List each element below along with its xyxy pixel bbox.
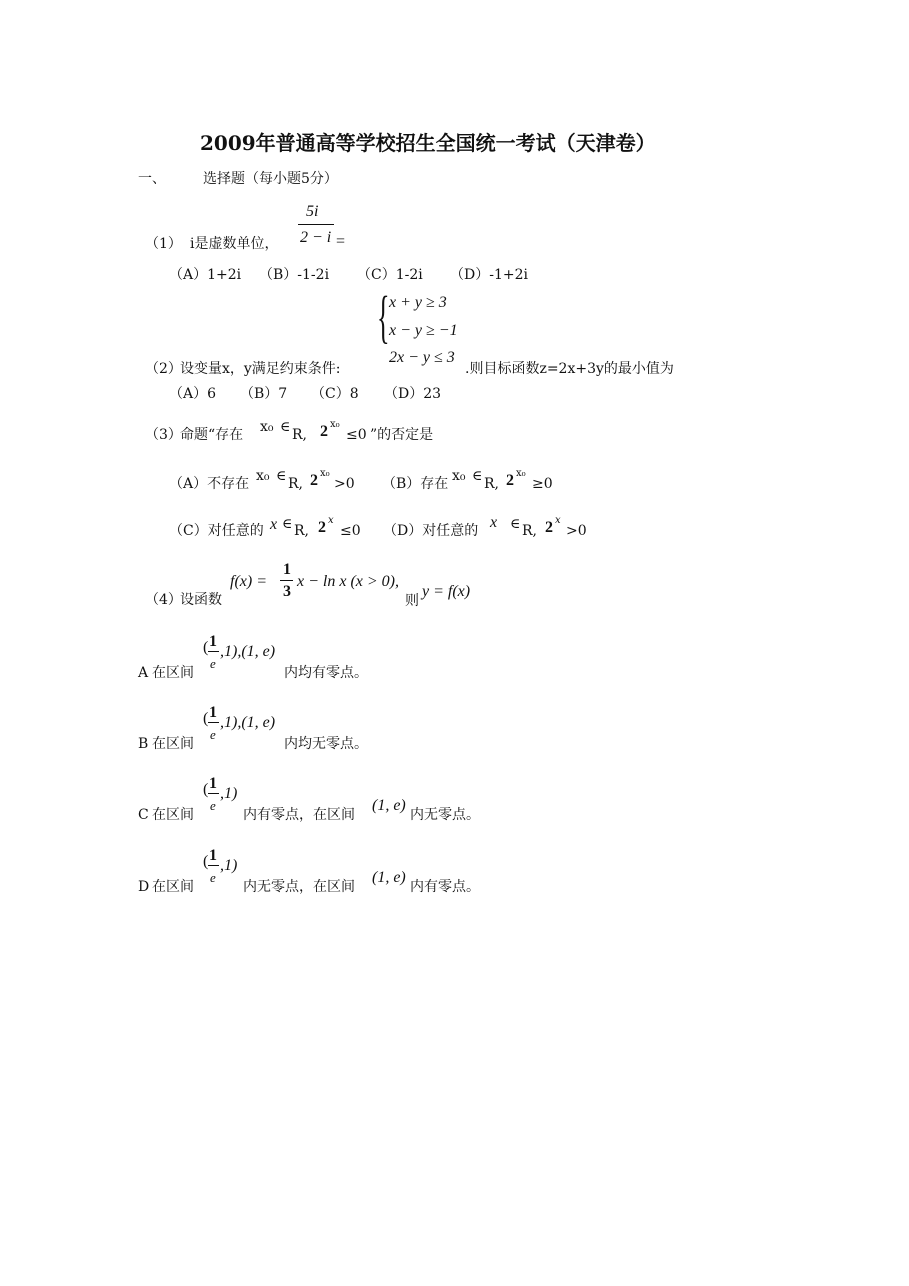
set-r: R, <box>292 427 307 443</box>
option-d-label: （D）对任意的 <box>383 523 479 539</box>
question-text-b: ”的否定是 <box>370 427 434 443</box>
function-fraction-numerator: 1 <box>283 561 291 578</box>
open-paren: ( <box>203 781 209 798</box>
fraction-bar <box>280 580 293 581</box>
var-x0: x₀ <box>260 419 274 435</box>
option-b-label: （B）存在 <box>382 476 449 492</box>
interval: ,1) <box>220 785 238 802</box>
var-x: x <box>270 516 278 533</box>
fraction-bar <box>208 722 219 723</box>
element-of-symbol: ∈ <box>472 468 483 484</box>
choice-pre: 在区间 <box>152 879 194 895</box>
element-of-symbol: ∈ <box>510 516 521 532</box>
question-number: （1） <box>145 236 182 252</box>
question-text: i是虚数单位， <box>190 236 279 252</box>
var-x0: x₀ <box>256 468 270 484</box>
power-base: 2 <box>310 472 318 489</box>
power-base: 2 <box>506 472 514 489</box>
open-paren: ( <box>203 710 209 727</box>
set-r: R, <box>288 476 303 492</box>
element-of-symbol: ∈ <box>280 419 291 435</box>
option-a: （A）6 <box>169 386 217 402</box>
fraction-bar <box>208 865 219 866</box>
interval: ,1),(1, e) <box>220 714 276 731</box>
open-paren: ( <box>203 853 209 870</box>
element-of-symbol: ∈ <box>282 516 293 532</box>
choice-mid: 内有零点，在区间 <box>243 807 355 823</box>
option-a: （A）1+2i <box>169 267 242 283</box>
fraction-bar <box>208 651 219 652</box>
fraction-numerator: 1 <box>209 775 217 792</box>
y-equals-f: y = f(x) <box>422 583 471 600</box>
constraint-3: 2x − y ≤ 3 <box>389 349 455 366</box>
choice-post: 内均有零点。 <box>284 665 368 681</box>
option-d: （D）23 <box>384 386 442 402</box>
set-r: R, <box>522 523 537 539</box>
choice-mid: 内无零点，在区间 <box>243 879 355 895</box>
left-brace: { <box>377 284 390 349</box>
interval-2: (1, e) <box>372 797 406 814</box>
fraction-denominator: e <box>210 727 216 742</box>
interval: ,1),(1, e) <box>220 643 276 660</box>
option-c: （C）8 <box>311 386 359 402</box>
option-b: （B）7 <box>240 386 288 402</box>
interval-2: (1, e) <box>372 869 406 886</box>
option-c-rel: ≤0 <box>340 523 361 539</box>
function-fraction-denominator: 3 <box>283 583 291 600</box>
set-r: R, <box>294 523 309 539</box>
power-base: 2 <box>318 519 326 536</box>
power-exponent: x <box>328 515 334 526</box>
choice-post: 内均无零点。 <box>284 736 368 752</box>
function-lhs: f(x) = <box>230 573 267 590</box>
fraction-bar <box>208 793 219 794</box>
choice-post: 内无零点。 <box>410 807 480 823</box>
question-text: 设变量x，y满足约束条件: <box>180 361 341 377</box>
question-text-a: 命题“存在 <box>180 427 244 443</box>
power-base: 2 <box>545 519 553 536</box>
power-exponent: x₀ <box>516 468 526 479</box>
section-number: 一、 <box>138 171 166 187</box>
power-exponent: x₀ <box>320 468 330 479</box>
open-paren: ( <box>203 639 209 656</box>
power-exponent: x <box>555 515 561 526</box>
le-zero: ≤0 <box>346 427 367 443</box>
interval: ,1) <box>220 857 238 874</box>
option-c: （C）1-2i <box>357 267 423 283</box>
choice-pre: 在区间 <box>152 665 194 681</box>
option-d: （D）-1+2i <box>450 267 528 283</box>
choice-pre: 在区间 <box>152 736 194 752</box>
section-label: 选择题（每小题5分） <box>203 171 338 187</box>
choice-letter: D <box>138 879 150 895</box>
question-number: （3） <box>145 427 182 443</box>
var-x: x <box>490 514 498 531</box>
fraction-numerator: 1 <box>209 704 217 721</box>
fraction-denominator: e <box>210 870 216 885</box>
choice-letter: B <box>138 736 149 752</box>
option-c-label: （C）对任意的 <box>169 523 264 539</box>
var-x0: x₀ <box>452 468 466 484</box>
fraction-numerator: 5i <box>306 203 319 220</box>
option-b-rel: ≥0 <box>532 476 553 492</box>
option-d-rel: >0 <box>566 523 587 539</box>
question-number: （2） <box>145 361 182 377</box>
fraction-bar <box>298 224 334 225</box>
fraction-denominator: 2 − i <box>300 229 332 246</box>
then-word: 则 <box>405 593 419 609</box>
choice-post: 内有零点。 <box>410 879 480 895</box>
set-r: R, <box>484 476 499 492</box>
function-rhs: x − ln x (x > 0), <box>297 573 399 590</box>
option-b: （B）-1-2i <box>259 267 330 283</box>
question-tail: .则目标函数z=2x+3y的最小值为 <box>465 361 674 377</box>
option-a-label: （A）不存在 <box>169 476 250 492</box>
fraction-numerator: 1 <box>209 633 217 650</box>
power-base: 2 <box>320 423 328 440</box>
power-exponent: x₀ <box>330 419 340 430</box>
question-number: （4） <box>145 592 182 608</box>
fraction-denominator: e <box>210 656 216 671</box>
page-title: 2009年普通高等学校招生全国统一考试（天津卷） <box>200 131 656 155</box>
question-text: 设函数 <box>180 592 222 608</box>
option-a-rel: >0 <box>334 476 355 492</box>
constraint-2: x − y ≥ −1 <box>389 322 458 339</box>
choice-letter: A <box>138 665 149 681</box>
fraction-denominator: e <box>210 798 216 813</box>
fraction-numerator: 1 <box>209 847 217 864</box>
element-of-symbol: ∈ <box>276 468 287 484</box>
equals-sign: = <box>336 233 346 250</box>
choice-pre: 在区间 <box>152 807 194 823</box>
choice-letter: C <box>138 807 149 823</box>
constraint-1: x + y ≥ 3 <box>389 294 447 311</box>
